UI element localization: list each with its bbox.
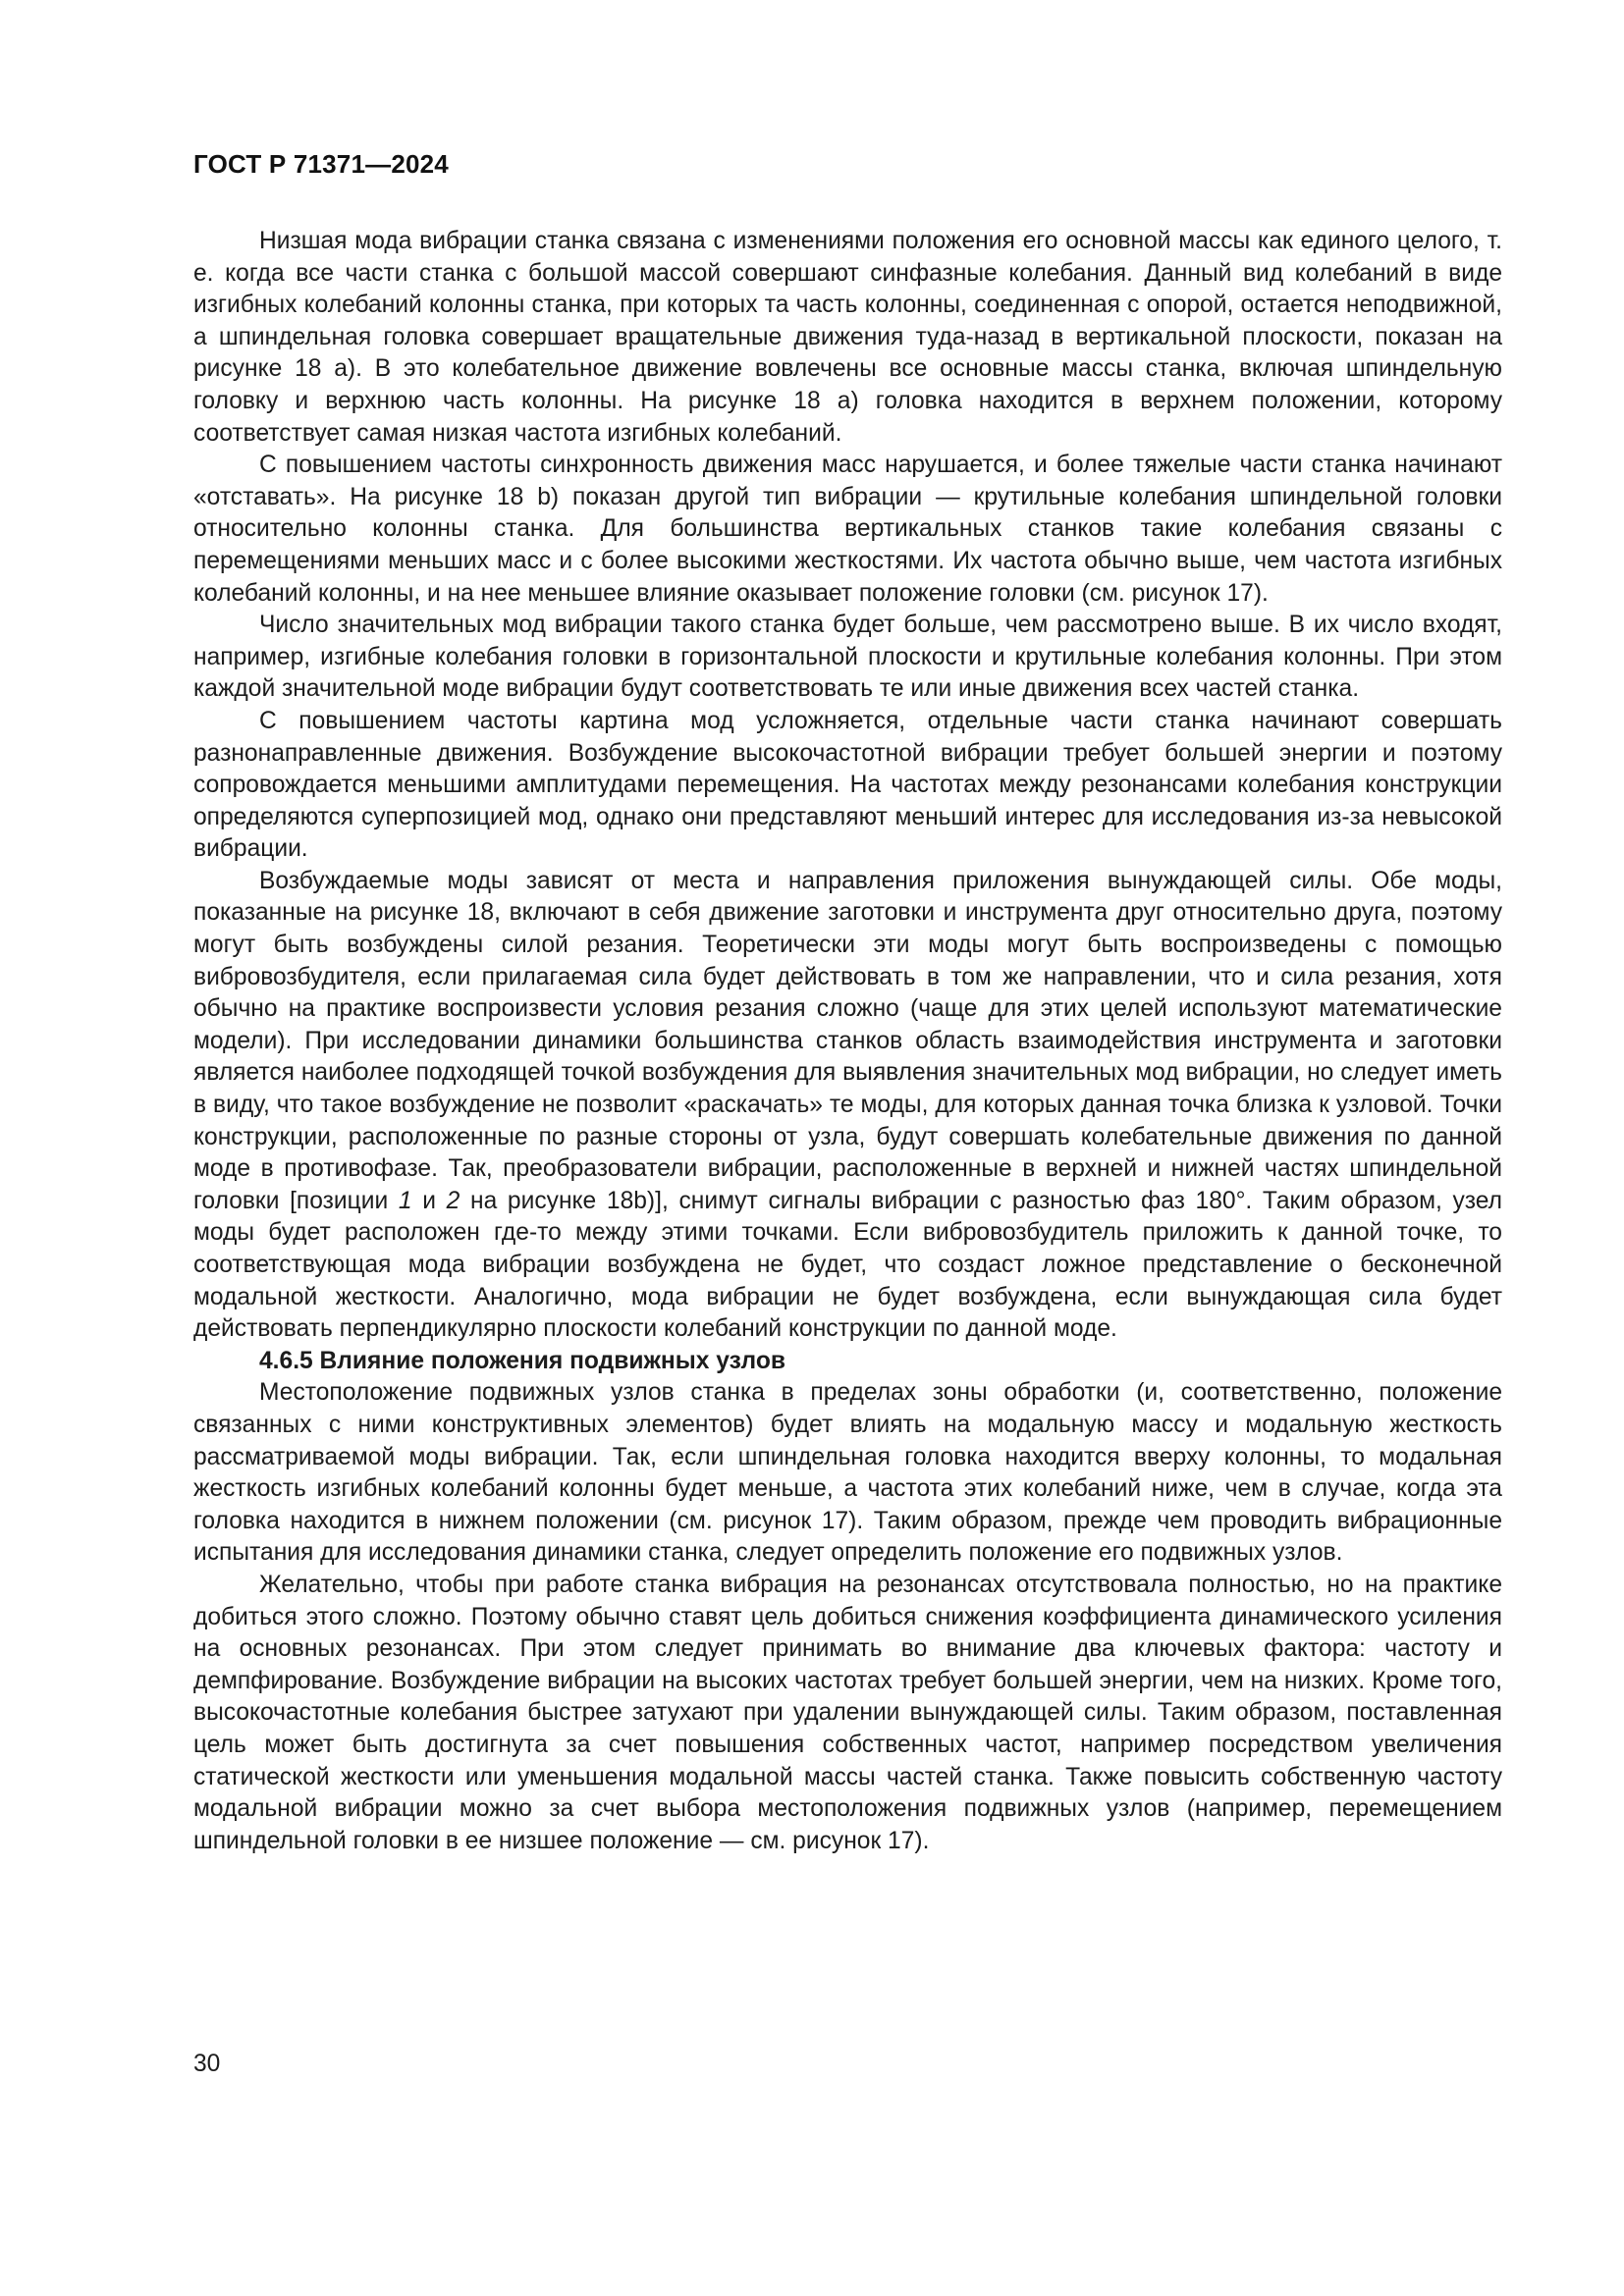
paragraph-text: на рисунке 18b)], снимут сигналы вибрации с разностью фаз 180°. Таким образом, узел моды будет расположен где-то между этими точками. Если вибровозбудитель приложить к данной точке, то соответствующая мода вибрации возбуждена не будет, что создаст ложное представление о бесконечной модальной жесткости. Аналогично, мода вибрации не будет возбуждена, если вынуждающая сила будет действовать перпендикулярно плоскости колебаний конструкции по данной моде. bbox=[193, 1187, 1502, 1343]
paragraph: Желательно, чтобы при работе станка вибрация на резонансах отсутствовала полностью, но на практике добиться этого сложно. Поэтому обычно ставят цель добиться снижения коэффициента динамического усиления на основных резонансах. При этом следует принимать во внимание два ключевых фактора: частоту и демпфирование. Возбуждение вибрации на высоких частотах требует большей энергии, чем на низких. Кроме того, высокочастотные колебания быстрее затухают при удалении вынуждающей силы. Таким образом, поставленная цель может быть достигнута за счет повышения собственных частот, например посредством увеличения статической жесткости или уменьшения модальной массы частей станка. Также повысить собственную частоту модальной вибрации можно за счет выбора местоположения подвижных узлов (например, перемещением шпиндельной головки в ее низшее положение — см. рисунок 17). bbox=[193, 1571, 1502, 1854]
document-body bbox=[193, 226, 1502, 1857]
document-header: ГОСТ Р 71371—2024 bbox=[193, 149, 449, 179]
paragraph: С повышением частоты синхронность движения масс нарушается, и более тяжелые части станка начинают «отставать». На рисунке 18 b) показан другой тип вибрации — крутильные колебания шпиндельной головки относительно колонны станка. Для большинства вертикальных станков такие колебания связаны с перемещениями меньших масс и с более высокими жесткостями. Их частота обычно выше, чем частота изгибных колебаний колонны, и на нее меньшее влияние оказывает положение головки (см. рисунок 17). bbox=[193, 452, 1502, 607]
paragraph: Местоположение подвижных узлов станка в пределах зоны обработки (и, соответственно, положение связанных с ними конструктивных элементов) будет влиять на модальную массу и модальную жесткость рассматриваемой моды вибрации. Так, если шпиндельная головка находится вверху колонны, то модальная жесткость изгибных колебаний колонны будет меньше, а частота этих колебаний ниже, чем в случае, когда эта головка находится в нижнем положении (см. рисунок 17). Таким образом, прежде чем проводить вибрационные испытания для исследования динамики станка, следует определить положение его подвижных узлов. bbox=[193, 1379, 1502, 1567]
paragraph: Число значительных мод вибрации такого станка будет больше, чем рассмотрено выше. В их число входят, например, изгибные колебания головки в горизонтальной плоскости и крутильные колебания колонны. При этом каждой значительной моде вибрации будут соответствовать те или иные движения всех частей станка. bbox=[193, 612, 1502, 703]
paragraph: С повышением частоты картина мод усложняется, отдельные части станка начинают совершать разнонаправленные движения. Возбуждение высокочастотной вибрации требует большей энергии и поэтому сопровождается меньшими амплитудами перемещения. На частотах между резонансами колебания конструкции определяются суперпозицией мод, однако они представляют меньший интерес для исследования из-за невысокой вибрации. bbox=[193, 707, 1502, 863]
paragraph: Низшая мода вибрации станка связана с изменениями положения его основной массы как единого целого, т. е. когда все части станка с большой массой совершают синфазные колебания. Данный вид колебаний в виде изгибных колебаний колонны станка, при которых та часть колонны, соединенная с опорой, остается неподвижной, а шпиндельная головка совершает вращательные движения туда-назад в вертикальной плоскости, показан на рисунке 18 а). В это колебательное движение вовлечены все основные массы станка, включая шпиндельную головку и верхнюю часть колонны. На рисунке 18 а) головка находится в верхнем положении, которому соответствует самая низкая частота изгибных колебаний. bbox=[193, 228, 1502, 447]
section-heading: 4.6.5 Влияние положения подвижных узлов bbox=[259, 1347, 785, 1374]
paragraph-text: Возбуждаемые моды зависят от места и направления приложения вынуждающей силы. Обе моды, показанные на рисунке 18, включают в себя движение заготовки и инструмента друг относительно друга, поэтому могут быть возбуждены силой резания. Теоретически эти моды могут быть воспроизведены с помощью вибровозбудителя, если прилагаемая сила будет действовать в том же направлении, что и сила резания, хотя обычно на практике воспроизвести условия резания сложно (чаще для этих целей используют математические модели). При исследовании динамики большинства станков область взаимодействия инструмента и заготовки является наиболее подходящей точкой возбуждения для выявления значительных мод вибрации, но следует иметь в виду, что такое возбуждение не позволит «раскачать» те моды, для которых данная точка близка к узловой. Точки конструкции, расположенные по разные стороны от узла, будут совершать колебательные движения по данной моде в противофазе. Так, преобразователи вибрации, расположенные в верхней и нижней частях шпиндельной головки [позиции bbox=[193, 867, 1502, 1214]
position-label: 1 bbox=[398, 1187, 412, 1214]
page-number: 30 bbox=[193, 2051, 221, 2077]
paragraph-text: и bbox=[411, 1187, 447, 1214]
paragraph bbox=[193, 866, 1502, 1346]
position-label: 2 bbox=[446, 1187, 460, 1214]
